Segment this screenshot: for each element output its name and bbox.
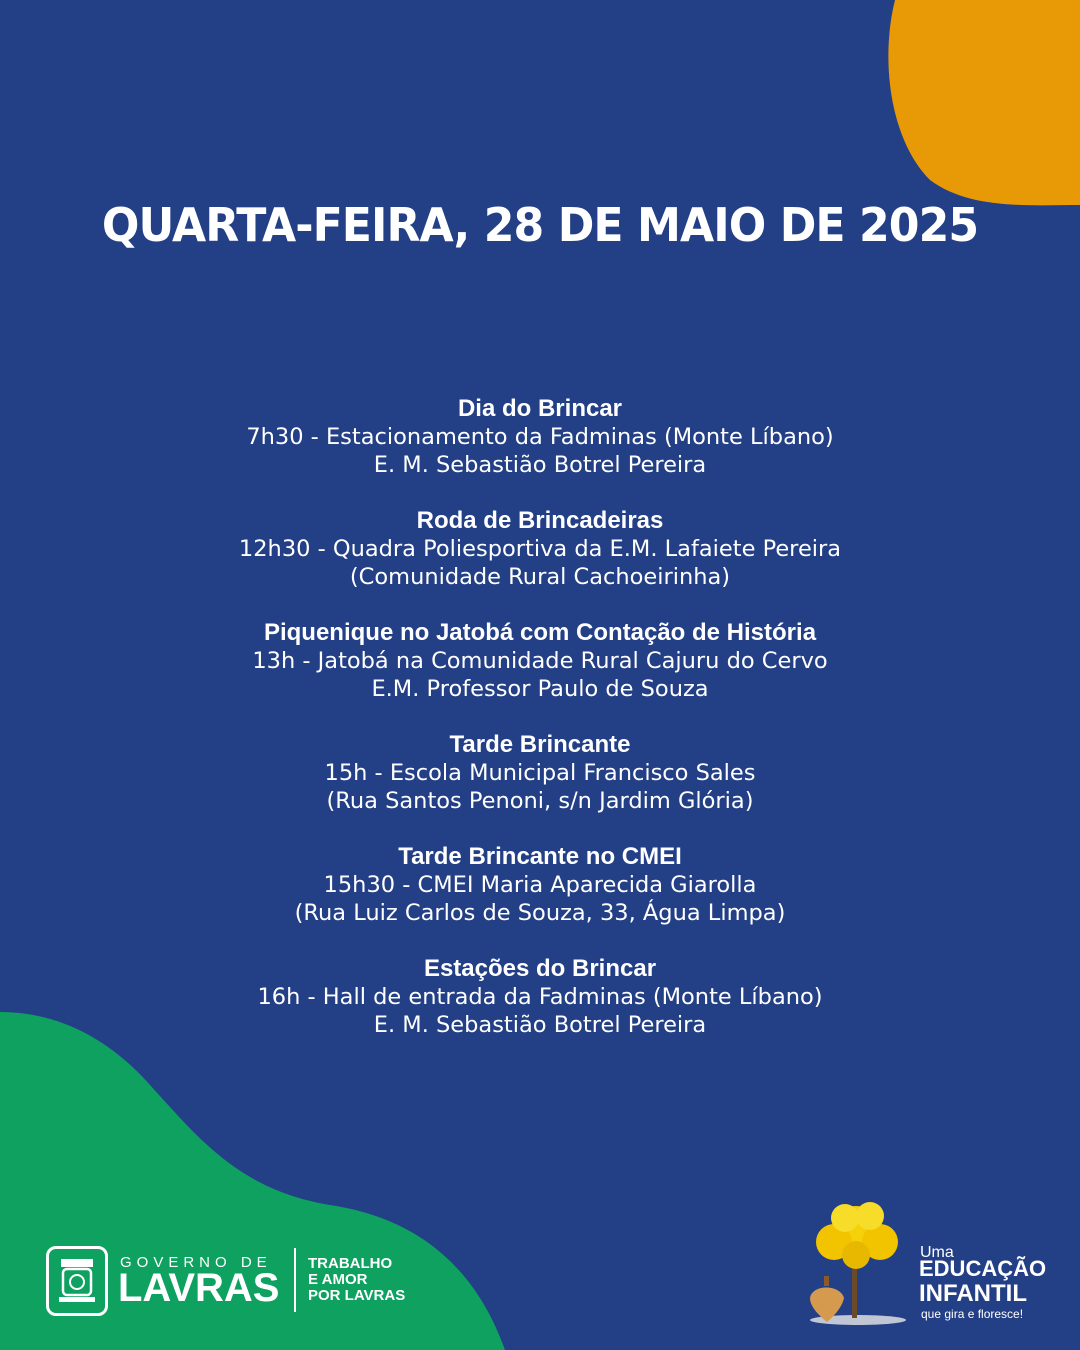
page-title: QUARTA-FEIRA, 28 DE MAIO DE 2025 [101,198,979,252]
event-item [0,843,1080,927]
event-time-location: 15h30 - CMEI Maria Aparecida Giarolla [323,872,757,898]
gov-city-name: LAVRAS [118,1266,280,1310]
edu-uma-label: Uma [920,1244,954,1261]
event-time-location: 7h30 - Estacionamento da Fadminas (Monte Líbano) [246,424,834,450]
edu-educacao-label: EDUCAÇÃO [919,1256,1047,1281]
event-detail: (Comunidade Rural Cachoeirinha) [349,564,731,590]
event-name: Dia do Brincar [457,395,623,422]
event-name: Tarde Brincante no CMEI [398,843,682,870]
ipe-tree-icon [800,1200,912,1330]
event-item [0,955,1080,1039]
gov-top-label: GOVERNO DE [120,1254,272,1271]
event-detail: (Rua Santos Penoni, s/n Jardim Glória) [326,788,754,814]
event-time-location: 12h30 - Quadra Poliesportiva da E.M. Lafaiete Pereira [238,536,842,562]
edu-infantil-label: INFANTIL [919,1280,1027,1307]
event-detail: (Rua Luiz Carlos de Souza, 33, Água Limpa) [294,900,786,926]
event-item [0,731,1080,815]
event-detail: E. M. Sebastião Botrel Pereira [373,452,707,478]
slogan-line: E AMOR [308,1271,368,1288]
event-name: Roda de Brincadeiras [416,507,664,534]
orange-blob [888,0,1080,205]
event-name: Estações do Brincar [423,955,657,982]
event-list [0,395,1080,1067]
event-item [0,619,1080,703]
edu-tagline: que gira e floresce! [921,1307,1024,1321]
logo-divider [294,1248,296,1312]
educacao-infantil-logo [800,1200,1050,1330]
event-time-location: 15h - Escola Municipal Francisco Sales [324,760,756,786]
event-detail: E.M. Professor Paulo de Souza [371,676,709,702]
spinning-top-icon [810,1276,844,1322]
event-name: Tarde Brincante [449,731,631,758]
event-name: Piquenique no Jatobá com Contação de História [263,619,817,646]
event-item [0,507,1080,591]
slogan-line: TRABALHO [308,1255,393,1272]
slogan-line: POR LAVRAS [308,1287,406,1304]
event-time-location: 16h - Hall de entrada da Fadminas (Monte Líbano) [257,984,823,1010]
event-time-location: 13h - Jatobá na Comunidade Rural Cajuru do Cervo [252,648,828,674]
city-crest-icon [46,1246,108,1316]
slogan [308,1256,405,1304]
governo-lavras-logo [46,1244,426,1316]
event-item [0,395,1080,479]
event-detail: E. M. Sebastião Botrel Pereira [373,1012,707,1038]
